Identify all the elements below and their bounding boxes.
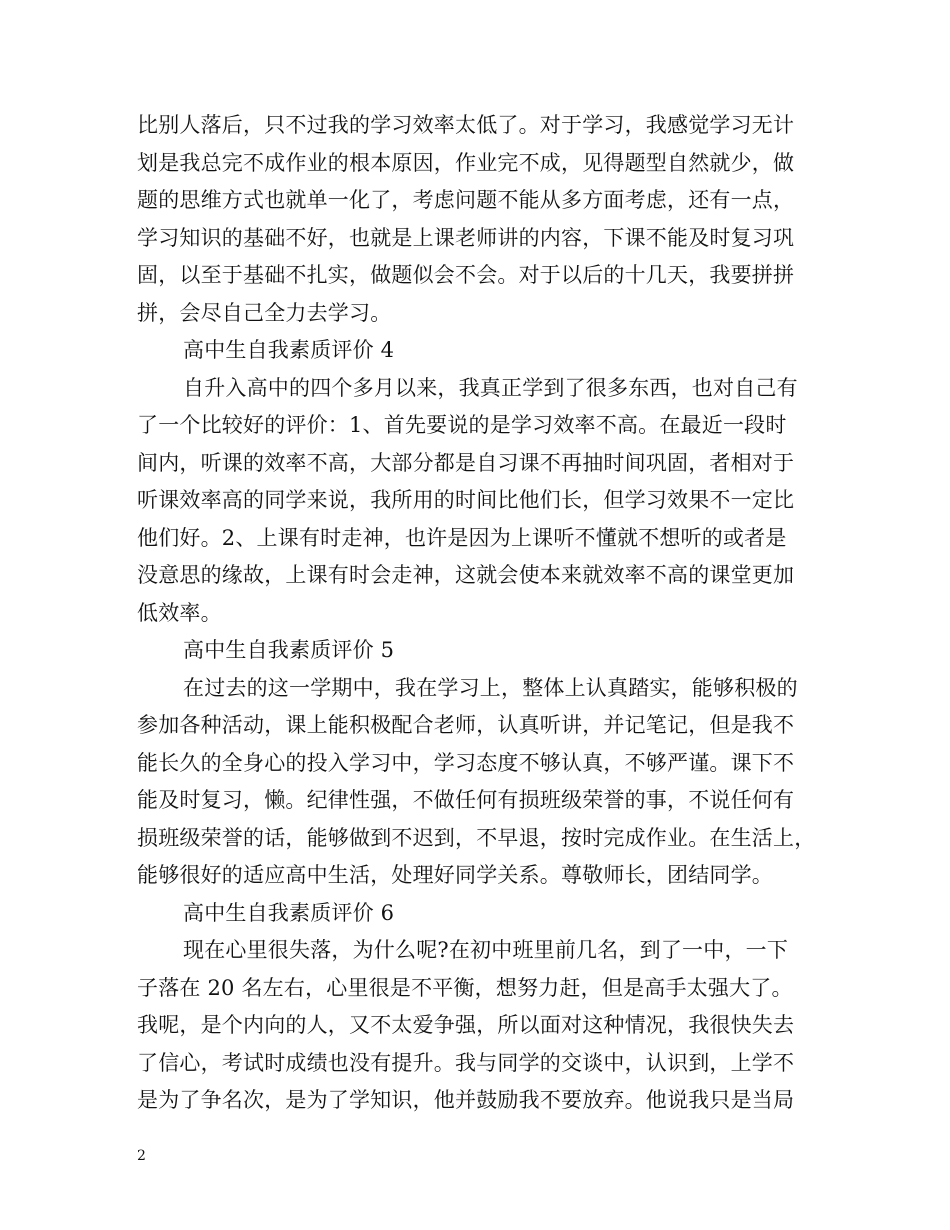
text-line: 是为了争名次，是为了学知识，他并鼓励我不要放弃。他说我只是当局 <box>137 1088 795 1112</box>
text-line: 题的思维方式也就单一化了，考虑问题不能从多方面考虑，还有一点， <box>137 188 795 212</box>
text-line: 比别人落后，只不过我的学习效率太低了。对于学习，我感觉学习无计 <box>137 113 795 137</box>
text-line: 损班级荣誉的话，能够做到不迟到，不早退，按时完成作业。在生活上， <box>137 825 816 850</box>
text-line: 自升入高中的四个多月以来，我真正学到了很多东西，也对自己有 <box>183 375 798 400</box>
text-line: 听课效率高的同学来说，我所用的时间比他们长，但学习效果不一定比 <box>137 488 795 512</box>
section-heading: 高中生自我素质评价 5 <box>183 638 395 662</box>
text-line: 学习知识的基础不好，也就是上课老师讲的内容，下课不能及时复习巩 <box>137 225 795 250</box>
section-heading: 高中生自我素质评价 4 <box>183 338 395 362</box>
text-line: 我呢，是个内向的人，又不太爱争强，所以面对这种情况，我很快失去 <box>137 1013 795 1037</box>
text-line: 在过去的这一学期中，我在学习上，整体上认真踏实，能够积极的 <box>183 675 798 700</box>
text-line: 固，以至于基础不扎实，做题似会不会。对于以后的十几天，我要拼拼 <box>137 263 795 287</box>
text-line: 他们好。2、上课有时走神，也许是因为上课听不懂就不想听的或者是 <box>137 525 787 550</box>
page-number: 2 <box>137 1148 146 1164</box>
text-line: 参加各种活动，课上能积极配合老师，认真听讲，并记笔记，但是我不 <box>137 713 795 737</box>
text-line: 了信心，考试时成绩也没有提升。我与同学的交谈中，认识到，上学不 <box>137 1050 795 1075</box>
text-line: 子落在 20 名左右，心里很是不平衡，想努力赶，但是高手太强大了。 <box>137 975 793 1000</box>
text-line: 能及时复习，懒。纪律性强，不做任何有损班级荣誉的事，不说任何有 <box>137 788 795 812</box>
text-line: 能够很好的适应高中生活，处理好同学关系。尊敬师长，团结同学。 <box>137 863 773 887</box>
document-body <box>137 107 817 1120</box>
text-line: 现在心里很失落，为什么呢?在初中班里前几名，到了一中，一下 <box>183 938 789 962</box>
text-line: 拼，会尽自己全力去学习。 <box>137 300 392 325</box>
text-line: 低效率。 <box>137 600 222 625</box>
text-line: 划是我总完不成作业的根本原因，作业完不成，见得题型自然就少，做 <box>137 150 795 175</box>
text-line: 了一个比较好的评价：1、首先要说的是学习效率不高。在最近一段时 <box>137 413 787 437</box>
text-line: 间内，听课的效率不高，大部分都是自习课不再抽时间巩固，者相对于 <box>137 450 795 475</box>
text-line: 没意思的缘故，上课有时会走神，这就会使本来就效率不高的课堂更加 <box>137 563 795 587</box>
section-heading: 高中生自我素质评价 6 <box>183 900 395 925</box>
text-line: 能长久的全身心的投入学习中，学习态度不够认真，不够严谨。课下不 <box>137 750 795 775</box>
